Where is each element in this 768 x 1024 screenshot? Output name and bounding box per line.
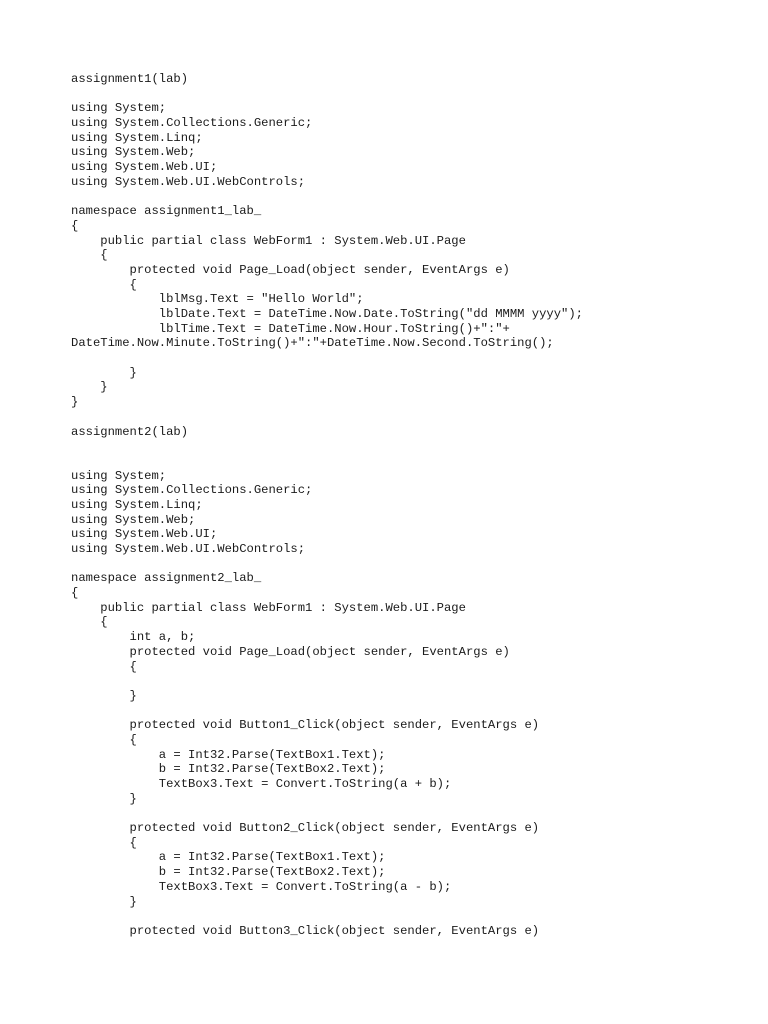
code-line bbox=[71, 190, 751, 205]
document-page bbox=[71, 72, 751, 939]
code-line: { bbox=[71, 586, 79, 601]
code-line: using System.Web; bbox=[71, 512, 196, 527]
code-line: public partial class WebForm1 : System.Web.UI.Page bbox=[71, 233, 466, 248]
code-line: using System.Collections.Generic; bbox=[71, 483, 313, 498]
code-line: lblTime.Text = DateTime.Now.Hour.ToString()+":"+ bbox=[71, 321, 510, 336]
code-line: using System; bbox=[71, 101, 167, 116]
code-line: using System.Linq; bbox=[71, 497, 203, 512]
code-line: int a, b; bbox=[71, 630, 196, 645]
code-line: TextBox3.Text = Convert.ToString(a + b); bbox=[71, 777, 452, 791]
code-line: { bbox=[71, 248, 108, 263]
code-line: protected void Page_Load(object sender, EventArgs e) bbox=[71, 262, 510, 277]
code-line: a = Int32.Parse(TextBox1.Text); bbox=[71, 747, 386, 762]
code-line: using System.Web.UI.WebControls; bbox=[71, 174, 306, 189]
code-line: } bbox=[71, 395, 79, 410]
code-line bbox=[71, 351, 751, 366]
code-line bbox=[71, 704, 751, 719]
code-line: { bbox=[71, 835, 137, 850]
code-line: public partial class WebForm1 : System.Web.UI.Page bbox=[71, 600, 466, 615]
code-line bbox=[71, 806, 751, 821]
code-line: a = Int32.Parse(TextBox1.Text); bbox=[71, 850, 386, 865]
code-line: } bbox=[71, 791, 137, 806]
code-line bbox=[71, 454, 751, 469]
code-line bbox=[71, 674, 751, 689]
code-line: using System.Linq; bbox=[71, 130, 203, 145]
code-line: { bbox=[71, 277, 137, 292]
code-line: DateTime.Now.Minute.ToString()+":"+DateTime.Now.Second.ToString(); bbox=[71, 336, 554, 351]
code-line: protected void Button3_Click(object sender, EventArgs e) bbox=[71, 923, 540, 938]
code-line: } bbox=[71, 688, 137, 703]
code-line: using System; bbox=[71, 468, 167, 483]
code-line bbox=[71, 439, 751, 454]
code-line: assignment2(lab) bbox=[71, 424, 189, 439]
code-line bbox=[71, 557, 751, 572]
code-line: namespace assignment1_lab_ bbox=[71, 204, 262, 219]
code-line: lblMsg.Text = "Hello World"; bbox=[71, 292, 364, 307]
code-line: b = Int32.Parse(TextBox2.Text); bbox=[71, 762, 386, 777]
code-line: lblDate.Text = DateTime.Now.Date.ToString("dd MMMM yyyy"); bbox=[71, 307, 583, 321]
code-line: } bbox=[71, 380, 108, 395]
code-line bbox=[71, 909, 751, 924]
code-line: protected void Button1_Click(object sender, EventArgs e) bbox=[71, 718, 540, 733]
code-line bbox=[71, 410, 751, 425]
code-line: { bbox=[71, 732, 137, 747]
code-line: namespace assignment2_lab_ bbox=[71, 571, 262, 586]
code-line: { bbox=[71, 659, 137, 674]
code-line: } bbox=[71, 365, 137, 380]
code-line: { bbox=[71, 218, 79, 233]
code-line: } bbox=[71, 894, 137, 909]
code-line: protected void Button2_Click(object sender, EventArgs e) bbox=[71, 821, 540, 836]
code-line: TextBox3.Text = Convert.ToString(a - b); bbox=[71, 879, 452, 894]
code-line: { bbox=[71, 615, 108, 630]
code-line: using System.Web; bbox=[71, 145, 196, 160]
code-line: b = Int32.Parse(TextBox2.Text); bbox=[71, 865, 386, 880]
code-line bbox=[71, 87, 751, 102]
code-line: assignment1(lab) bbox=[71, 72, 189, 86]
code-line: protected void Page_Load(object sender, EventArgs e) bbox=[71, 644, 510, 659]
code-line: using System.Collections.Generic; bbox=[71, 116, 313, 131]
code-line: using System.Web.UI.WebControls; bbox=[71, 542, 306, 556]
code-line: using System.Web.UI; bbox=[71, 527, 218, 542]
code-line: using System.Web.UI; bbox=[71, 160, 218, 175]
